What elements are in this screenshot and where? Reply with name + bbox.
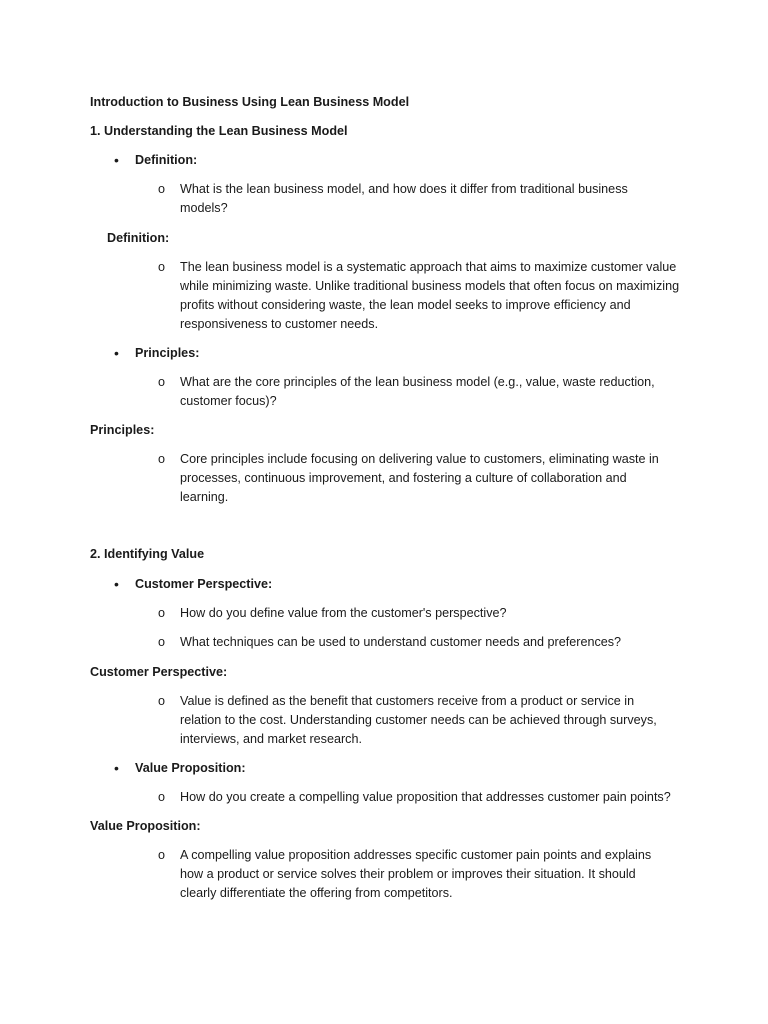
sub-bullet-marker: o (158, 606, 166, 620)
principles-bullet: Principles: (135, 346, 200, 360)
document-title: Introduction to Business Using Lean Business Model (90, 95, 410, 109)
principles-answer-label: Principles: (90, 423, 155, 437)
customer-perspective-bullet: Customer Perspective: (135, 577, 273, 591)
value-question: How do you create a compelling value proposition that addresses customer pain points? (180, 790, 671, 804)
sub-bullet-marker: o (158, 694, 166, 708)
sub-bullet-marker: o (158, 848, 166, 862)
bullet-marker: • (114, 760, 119, 776)
sub-bullet-marker: o (158, 260, 166, 274)
sub-bullet-marker: o (158, 452, 166, 466)
section-1-heading: 1. Understanding the Lean Business Model (90, 124, 348, 138)
customer-answer: Value is defined as the benefit that customers receive from a product or service in relation to the cost. Understanding customer needs can be achieved through surveys, interviews, and market research. (180, 694, 657, 746)
bullet-marker: • (114, 576, 119, 592)
sub-bullet-marker: o (158, 790, 166, 804)
customer-answer-label: Customer Perspective: (90, 665, 228, 679)
sub-bullet-marker: o (158, 375, 166, 389)
bullet-marker: • (114, 152, 119, 168)
bullet-marker: • (114, 345, 119, 361)
section-2-heading: 2. Identifying Value (90, 547, 205, 561)
value-proposition-bullet: Value Proposition: (135, 761, 246, 775)
definition-bullet: Definition: (135, 153, 198, 167)
definition-answer-label: Definition: (107, 231, 170, 245)
sub-bullet-marker: o (158, 182, 166, 196)
definition-question: What is the lean business model, and how does it differ from traditional business models? (180, 182, 628, 215)
value-answer-label: Value Proposition: (90, 819, 201, 833)
value-answer: A compelling value proposition addresses specific customer pain points and explains how a product or service solves their problem or improves their situation. It should clearly differentiate the offering from competitors. (180, 848, 652, 900)
definition-answer: The lean business model is a systematic approach that aims to maximize customer value while minimizing waste. Unlike traditional business models that often focus on maximizing profits without considering waste, the lean model seeks to improve efficiency and responsiveness to customer needs. (180, 260, 680, 331)
principles-answer: Core principles include focusing on delivering value to customers, eliminating waste in processes, continuous improvement, and fostering a culture of collaboration and learning. (180, 452, 659, 504)
principles-question: What are the core principles of the lean business model (e.g., value, waste reduction, customer focus)? (180, 375, 655, 408)
customer-question-2: What techniques can be used to understand customer needs and preferences? (180, 635, 622, 649)
customer-question-1: How do you define value from the customer's perspective? (180, 606, 507, 620)
sub-bullet-marker: o (158, 635, 166, 649)
